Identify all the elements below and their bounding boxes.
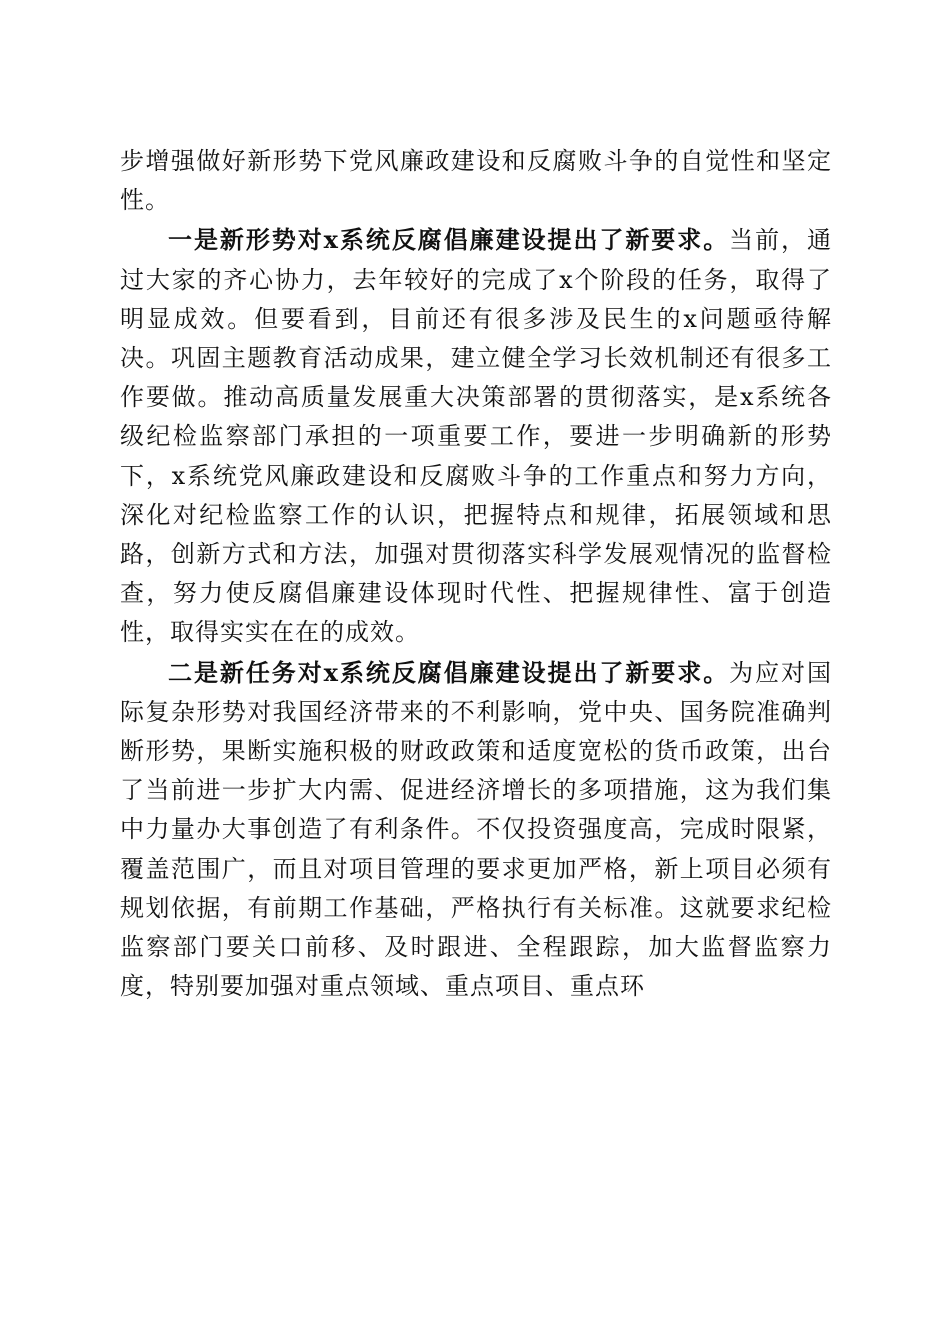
paragraph-heading: 一是新形势对x系统反腐倡廉建设提出了新要求。 (168, 225, 730, 255)
paragraph-heading: 二是新任务对x系统反腐倡廉建设提出了新要求。 (168, 657, 730, 687)
paragraph-text: 当前，通过大家的齐心协力，去年较好的完成了x个阶段的任务，取得了明显成效。但要看到，目前还有很多涉及民生的x问题亟待解决。巩固主题教育活动成果，建立健全学习长效机制还有很多工作要做。推动高质量发展重大决策部署的贯彻落实，是x系统各级纪检监察部门承担的一项重要工作，要进一步明确新的形势下，x系统党风廉政建设和反腐败斗争的工作重点和努力方向，深化对纪检监察工作的认识，把握特点和规律，拓展领域和思路，创新方式和方法，加强对贯彻落实科学发展观情况的监督检查，努力使反腐倡廉建设体现时代性、把握规律性、富于创造性，取得实实在在的成效。 (120, 226, 832, 647)
paragraph-continuation (120, 142, 832, 220)
paragraph-new-task (120, 653, 832, 1007)
document-body (120, 142, 832, 1006)
paragraph-text: 为应对国际复杂形势对我国经济带来的不利影响，党中央、国务院准确判断形势，果断实施积极的财政政策和适度宽松的货币政策，出台了当前进一步扩大内需、促进经济增长的多项措施，这为我们集中力量办大事创造了有利条件。不仅投资强度高，完成时限紧，覆盖范围广，而且对项目管理的要求更加严格，新上项目必须有规划依据，有前期工作基础，严格执行有关标准。这就要求纪检监察部门要关口前移、及时跟进、全程跟踪，加大监督监察力度，特别要加强对重点领域、重点项目、重点环 (120, 658, 832, 1001)
paragraph-text: 步增强做好新形势下党风廉政建设和反腐败斗争的自觉性和坚定性。 (120, 147, 832, 215)
paragraph-new-situation (120, 220, 832, 652)
